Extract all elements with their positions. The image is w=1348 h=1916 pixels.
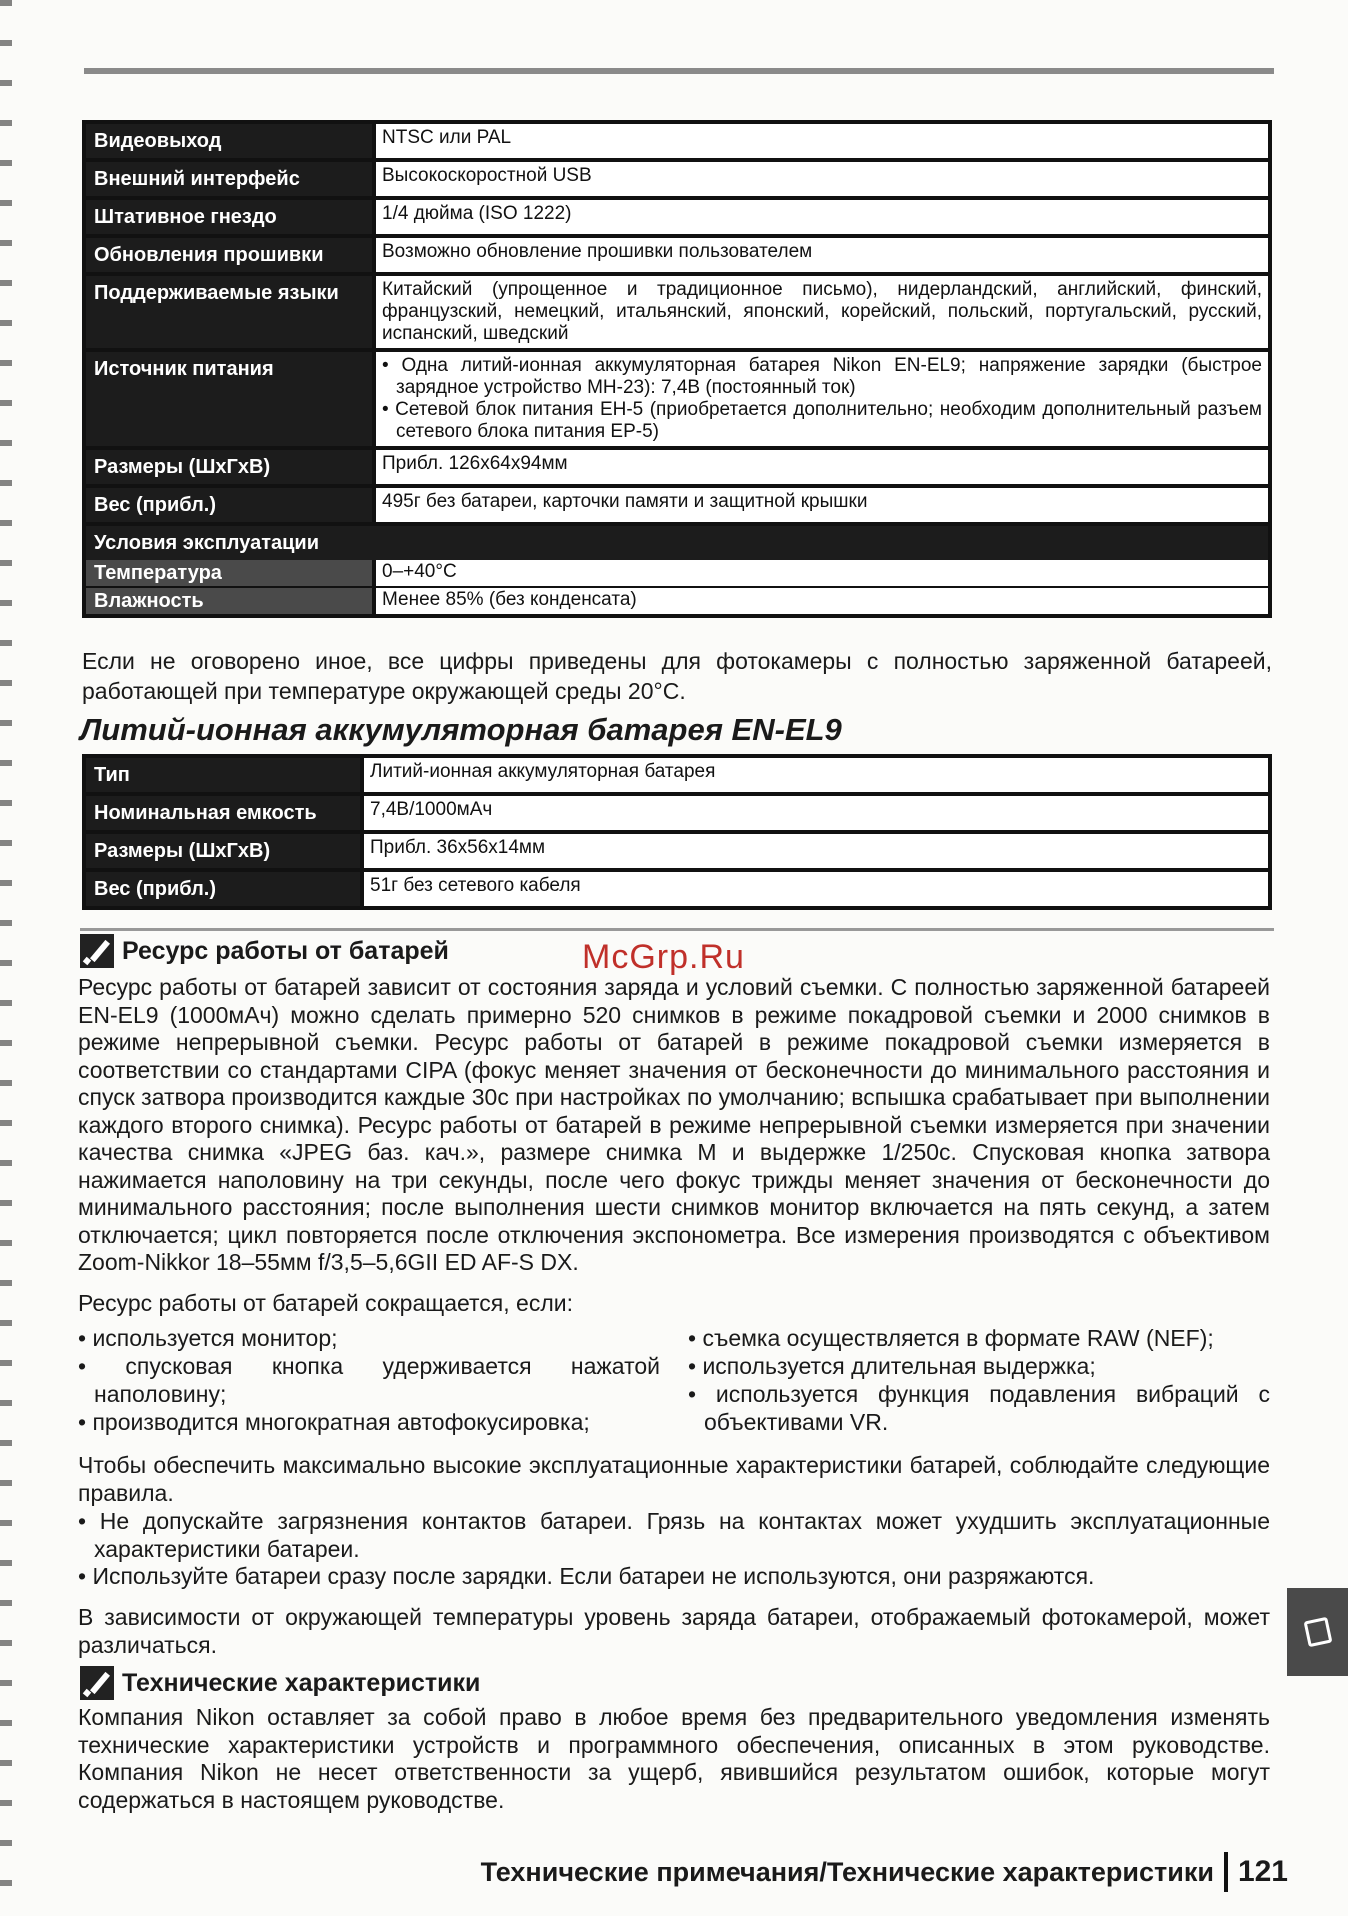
spec-row <box>86 560 1268 588</box>
battery-life-heading <box>80 934 449 968</box>
footer-section: Технические примечания/Технические характеристики <box>480 1856 1214 1887</box>
list-item: • Не допускайте загрязнения контактов батареи. Грязь на контактах может ухудшить эксплуатационные характеристики батареи. <box>78 1508 1270 1562</box>
spec-row <box>86 238 1268 276</box>
spec-row <box>86 352 1268 450</box>
spec-value: 495г без батареи, карточки памяти и защитной крышки <box>372 488 1268 522</box>
spec-key: Вес (прибл.) <box>86 488 372 522</box>
spec-bullet: • Одна литий-ионная аккумуляторная батарея Nikon EN-EL9; напряжение зарядки (быстрое зарядное устройство MH-23): 7,4В (постоянный ток) <box>382 355 1262 398</box>
spec-row <box>86 162 1268 200</box>
heading-text: Технические характеристики <box>122 1668 481 1697</box>
footer-divider <box>1224 1852 1228 1892</box>
spec-row <box>86 588 1268 614</box>
spec-row <box>86 834 1268 872</box>
section-title: Литий-ионная аккумуляторная батарея EN-EL9 <box>80 712 842 747</box>
list-item: • используется функция подавления вибраций с объективами VR. <box>688 1381 1270 1435</box>
spec-value: 1/4 дюйма (ISO 1222) <box>372 200 1268 234</box>
spec-key: Внешний интерфейс <box>86 162 372 196</box>
tech-specs-paragraph: Компания Nikon оставляет за собой право в любое время без предварительного уведомления изменять технические характеристики устройств и программного обеспечения, описанных в этом руководстве. Компания Nikon не несет ответственности за ущерб, явившийся результатом ошибок, которые могут содержаться в настоящем руководстве. <box>78 1704 1270 1813</box>
spec-value: 7,4В/1000мАч <box>360 796 1268 830</box>
spec-value: NTSC или PAL <box>372 124 1268 158</box>
spec-value: Литий-ионная аккумуляторная батарея <box>360 758 1268 792</box>
spec-row <box>86 758 1268 796</box>
reduce-list-right <box>674 1324 1270 1436</box>
side-tab <box>1287 1588 1348 1676</box>
footnote: Если не оговорено иное, все цифры приведены для фотокамеры с полностью заряженной батареей, работающей при температуре окружающей среды 20°С. <box>82 648 1272 704</box>
rules-intro: Чтобы обеспечить максимально высокие эксплуатационные характеристики батарей, соблюдайте следующие правила. <box>78 1452 1270 1506</box>
spec-value: Китайский (упрощенное и традиционное письмо), нидерландский, английский, финский, французский, немецкий, итальянский, японский, корейский, польский, португальский, русский, испанский, шведский <box>372 276 1268 348</box>
spec-value: Возможно обновление прошивки пользователем <box>372 238 1268 272</box>
spec-key: Источник питания <box>86 352 372 446</box>
pencil-icon <box>80 934 114 968</box>
spec-row <box>86 796 1268 834</box>
note-icon <box>1303 1617 1332 1647</box>
spec-value: 0–+40°C <box>372 560 1268 586</box>
spec-key: Штативное гнездо <box>86 200 372 234</box>
spec-value <box>372 352 1268 446</box>
camera-spec-table <box>82 120 1272 618</box>
pencil-icon <box>80 1666 114 1700</box>
list-item: • используется длительная выдержка; <box>688 1353 1096 1379</box>
spec-value: Прибл. 36x56x14мм <box>360 834 1268 868</box>
spec-row <box>86 488 1268 526</box>
spec-key: Номинальная емкость <box>86 796 360 830</box>
page-number: 121 <box>1237 1855 1288 1888</box>
reduce-intro: Ресурс работы от батарей сокращается, если: <box>78 1290 573 1316</box>
top-rule <box>84 68 1274 74</box>
spec-row <box>86 276 1268 352</box>
spec-key: Обновления прошивки <box>86 238 372 272</box>
battery-life-paragraph: Ресурс работы от батарей зависит от состояния заряда и условий съемки. С полностью заряженной батареей EN-EL9 (1000мАч) можно сделать примерно 520 снимков в режиме покадровой съемки и 2000 снимков в режиме непрерывной съемки. Ресурс работы от батарей в режиме покадровой съемки измеряется в соответствии со стандартами CIPA (фокус меняет значения от бесконечности до минимального расстояния и спуск затвора производится каждые 30с при настройках по умолчанию; вспышка срабатывает при выполнении каждого второго снимка). Ресурс работы от батарей в режиме непрерывной съемки измеряется при значении качества снимка «JPEG баз. кач.», размере снимка M и выдержке 1/250с. Спусковая кнопка затвора нажимается наполовину на три секунды, после чего фокус трижды меняет значения от бесконечности до минимального расстояния; после выполнения шести снимков монитор включается на пять секунд, а затем отключается; цикл повторяется после отключения экспонометра. Все измерения производятся с объективом Zoom-Nikkor 18–55мм f/3,5–5,6GII ED AF-S DX. <box>78 974 1270 1275</box>
spec-key: Видеовыход <box>86 124 372 158</box>
list-item: • Используйте батареи сразу после зарядки. Если батареи не используются, они разряжаются. <box>78 1563 1095 1589</box>
spec-row <box>86 124 1268 162</box>
spec-group-heading: Условия эксплуатации <box>86 526 1268 560</box>
spec-value: Прибл. 126x64x94мм <box>372 450 1268 484</box>
tech-specs-heading <box>80 1666 480 1700</box>
list-item: • спусковая кнопка удерживается нажатой наполовину; <box>78 1353 660 1407</box>
page-footer <box>481 1852 1288 1892</box>
reduce-list <box>78 1324 1270 1436</box>
tip-rule <box>80 928 1274 931</box>
list-item: • съемка осуществляется в формате RAW (NEF); <box>688 1325 1214 1351</box>
battery-spec-table <box>82 754 1272 910</box>
temperature-note: В зависимости от окружающей температуры уровень заряда батареи, отображаемый фотокамерой, может различаться. <box>78 1604 1270 1658</box>
spec-row <box>86 200 1268 238</box>
spec-key: Вес (прибл.) <box>86 872 360 906</box>
spec-value: 51г без сетевого кабеля <box>360 872 1268 906</box>
heading-text: Ресурс работы от батарей <box>122 936 449 965</box>
spec-key: Влажность <box>86 588 372 614</box>
binding-edge <box>0 0 12 1916</box>
spec-key: Размеры (ШxГxВ) <box>86 834 360 868</box>
list-item: • производится многократная автофокусировка; <box>78 1409 590 1435</box>
spec-key: Поддерживаемые языки <box>86 276 372 348</box>
rules-list <box>78 1508 1270 1591</box>
reduce-list-left <box>78 1324 674 1436</box>
spec-key: Тип <box>86 758 360 792</box>
spec-row <box>86 872 1268 906</box>
list-item: • используется монитор; <box>78 1325 338 1351</box>
spec-key: Размеры (ШxГxВ) <box>86 450 372 484</box>
watermark: McGrp.Ru <box>582 938 745 976</box>
spec-row <box>86 450 1268 488</box>
spec-value: Высокоскоростной USB <box>372 162 1268 196</box>
spec-key: Температура <box>86 560 372 586</box>
spec-value: Менее 85% (без конденсата) <box>372 588 1268 614</box>
spec-bullet: • Сетевой блок питания EH-5 (приобретается дополнительно; необходим дополнительный разъем сетевого блока питания EP-5) <box>382 399 1262 442</box>
